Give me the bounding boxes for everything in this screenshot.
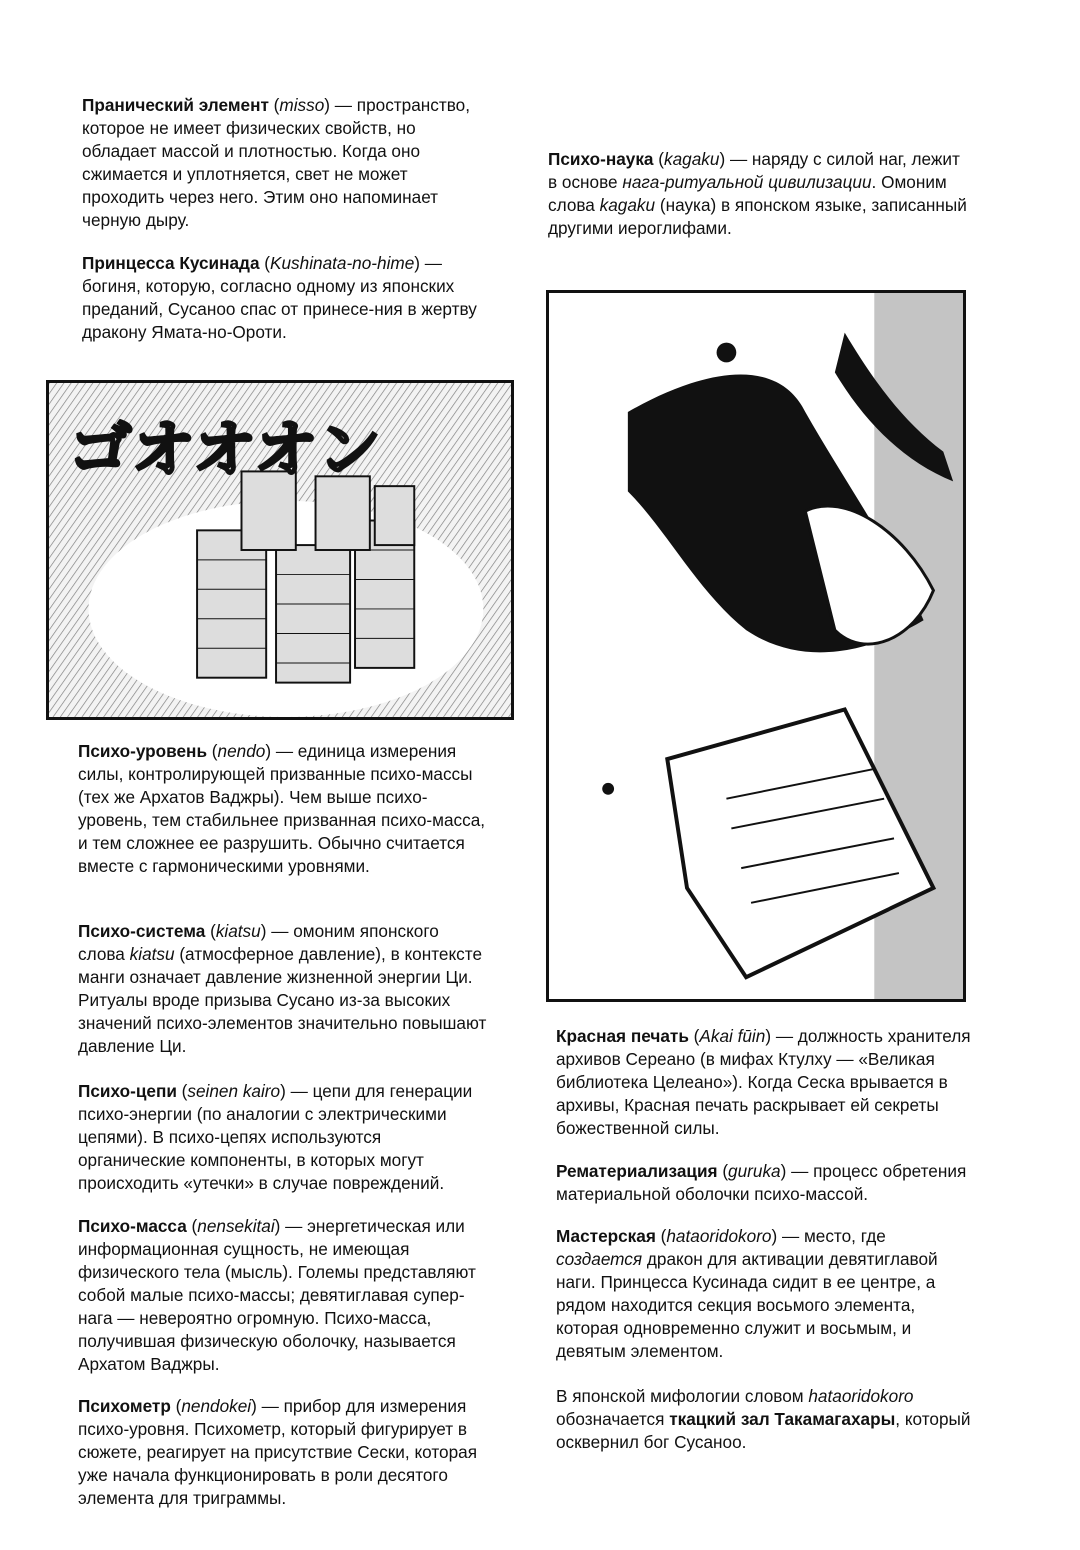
entry-kushinada: Принцесса Кусинада (Kushinata-no-hime) — богиня, которую, согласно одному из японских преданий, Сусаноо спас от принесе-ния в жертву дракону Ямата-но-Ороти.	[82, 253, 477, 342]
entry-system: Психо-система (kiatsu) — омоним японского слова kiatsu (атмосферное давление), в контексте манги означает давление жизненной энергии Ци. Ритуалы вроде призыва Сусано из-за высоких значений психо-элементов значительно повышают давление Ци.	[78, 921, 487, 1056]
entry-meter: Психометр (nendokei) — прибор для измерения психо-уровня. Психометр, который фигурирует в сюжете, реагирует на присутствие Сески, которая уже начала функционировать в роли десятого элемента для триграммы.	[78, 1396, 477, 1508]
archive-illustration	[549, 293, 963, 999]
entry-workshop: Мастерская (hataoridokoro) — место, где создается дракон для активации девятиглавой наги. Принцесса Кусинада сидит в ее центре, а рядом находится секция восьмого элемента, которая одновременно служит и восьмым, и девятым элементом.	[556, 1226, 938, 1361]
sfx-text: ゴオオオン	[68, 413, 381, 487]
entry-seal: Красная печать (Akai fūin) — должность хранителя архивов Сереано (в мифах Ктулху — «Великая библиотека Целеано»). Когда Сеска врывается в архивы, Красная печать раскрывает ей секреты божественной силы.	[556, 1026, 971, 1138]
entry-science: Психо-наука (kagaku) — наряду с силой наг, лежит в основе нага-ритуальной цивилизации. Омоним слова kagaku (наука) в японском языке, записанный другими иероглифами.	[548, 149, 967, 238]
entry-pranic: Пранический элемент (misso) — пространство, которое не имеет физических свойств, но обладает массой и плотностью. Когда оно сжимается и уплотняется, свет не может проходить через него. Этим оно напоминает черную дыру.	[82, 95, 471, 230]
entry-level: Психо-уровень (nendo) — единица измерения силы, контролирующей призванные психо-массы (тех же Архатов Ваджры). Чем выше психо-уровень, тем стабильнее призванная психо-масса, и тем сложнее ее разрушить. Обычно считается вместе с гармоническими уровнями.	[78, 741, 486, 876]
entry-myth: В японской мифологии словом hataoridokoro обозначается ткацкий зал Такамагахары, который осквернил бог Сусаноо.	[556, 1386, 971, 1452]
entry-mass: Психо-масса (nensekitai) — энергетическая или информационная сущность, не имеющая физического тела (мысль). Големы представляют собой малые психо-массы; девятиглавая супер-нага — невероятно огромную. Психо-масса, получившая физическую оболочку, называется Архатом Ваджры.	[78, 1216, 476, 1374]
entry-circuits: Психо-цепи (seinen kairo) — цепи для генерации психо-энергии (по аналогии с электрическими цепями). В психо-цепях используются органические компоненты, в которых могут происходить «утечки» в случае повреждений.	[78, 1081, 473, 1193]
manga-panel-explosion	[46, 380, 514, 720]
entry-remat: Рематериализация (guruka) — процесс обретения материальной оболочки психо-массой.	[556, 1161, 967, 1204]
explosion-illustration	[49, 383, 511, 717]
manga-panel-archive	[546, 290, 966, 1002]
